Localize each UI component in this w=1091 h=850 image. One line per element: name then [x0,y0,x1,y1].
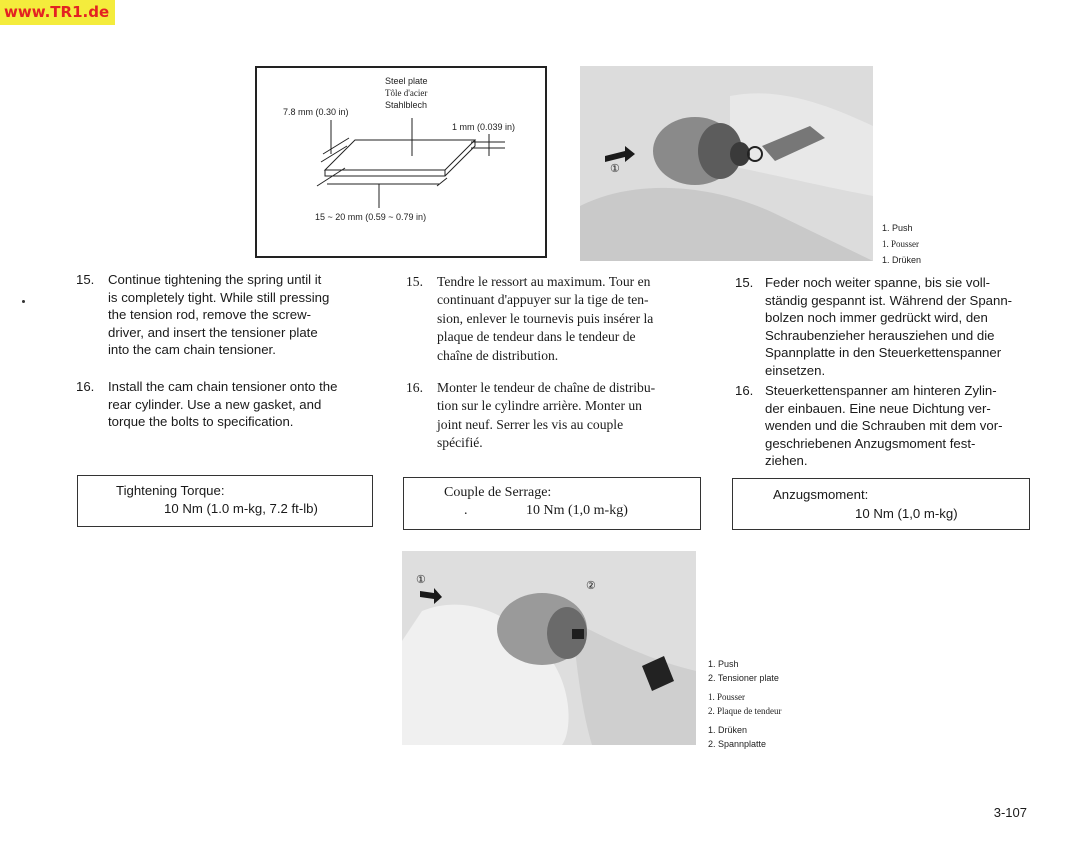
photo-insert-plate-drawing [402,551,696,745]
en-torque-value: 10 Nm (1.0 m-kg, 7.2 ft-lb) [164,501,318,516]
de-step-16-line: der einbauen. Eine neue Dichtung ver- [765,400,991,416]
fr-step-16-number: 16. [406,380,423,395]
photo1-caption-fr: 1. Pousser [882,239,920,249]
steel-plate-label-fr: Tôle d'acier [385,88,428,98]
fr-torque-box [403,477,701,530]
en-step-15-line: the tension rod, remove the screw- [108,307,312,323]
de-step-15-line: ständig gespannt ist. Während der Spann- [765,292,1013,308]
de-step-15-line: bolzen noch immer gedrückt wird, den [765,310,988,326]
fr-step-16-text [437,379,700,453]
de-step-16-line: ziehen. [765,453,808,469]
thickness-left-label: 7.8 mm (0.30 in) [283,107,349,117]
en-step-16-number: 16. [76,379,95,394]
fr-step-16-line: joint neuf. Serrer les vis au couple [437,416,624,432]
photo2-caption-fr-1: 1. Pousser [708,692,746,702]
de-step-15-text [765,274,1029,380]
de-step-15-number: 15. [735,275,754,290]
photo-push-tensioner-drawing [580,66,873,261]
photo1-marker-1: ① [610,163,620,175]
de-torque-value: 10 Nm (1,0 m-kg) [855,506,958,521]
photo1-caption-de: 1. Drüken [882,255,922,265]
thickness-right-label: 1 mm (0.039 in) [452,122,516,132]
fr-step-15-number: 15. [406,274,423,289]
en-step-15-line: is completely tight. While still pressing [108,289,330,305]
fr-torque-value: 10 Nm (1,0 m-kg) [526,503,628,518]
de-step-15-line: Spannplatte in den Steuerkettenspanner [765,345,1002,361]
en-step-15-text [108,271,373,359]
length-label: 15 ~ 20 mm (0.59 ~ 0.79 in) [315,212,427,222]
fr-step-15-line: plaque de tendeur dans le tendeur de [437,329,636,345]
photo2-caption-en-1: 1. Push [708,659,739,669]
plate-drawing [257,68,545,256]
steel-plate-label-en: Steel plate [385,76,428,86]
photo1-caption-en: 1. Push [882,223,913,233]
en-torque-label: Tightening Torque: [116,483,225,498]
fr-torque-label: Couple de Serrage: [444,485,552,500]
de-torque-box [732,478,1030,530]
en-step-15-line: driver, and insert the tensioner plate [108,324,318,340]
fr-step-15-line: Tendre le ressort au maximum. Tour en [437,274,651,289]
en-step-15-line: into the cam chain tensioner. [108,342,276,358]
photo1-captions [882,220,921,268]
de-step-15-line: Schraubenzieher herausziehen und die [765,327,995,343]
margin-dot [22,300,25,303]
fr-step-15-text [437,273,700,365]
photo2-marker-1: ① [416,574,426,586]
fr-torque-dot: . [464,503,468,518]
en-step-16-line: Install the cam chain tensioner onto the [108,379,338,394]
de-step-16-line: Steuerkettenspanner am hinteren Zylin- [765,383,997,398]
fr-step-15-line: chaîne de distribution. [437,347,559,363]
photo2-caption-de-2: 2. Spannplatte [708,739,767,749]
en-step-15-number: 15. [76,272,95,287]
fr-step-16-line: spécifié. [437,435,483,451]
en-step-15-line: Continue tightening the spring until it [108,272,322,287]
steel-plate-label-de: Stahlblech [385,100,428,110]
de-step-16-text [765,382,1029,470]
fr-step-15-line: continuant d'appuyer sur la tige de ten- [437,292,649,308]
fr-step-16-line: tion sur le cylindre arrière. Monter un [437,398,642,414]
de-step-15-line: Feder noch weiter spanne, bis sie voll- [765,275,991,290]
photo2-captions [708,657,781,751]
de-step-16-line: geschriebenen Anzugsmoment fest- [765,435,976,451]
en-step-16-line: torque the bolts to specification. [108,414,294,430]
photo-insert-plate [402,551,696,745]
de-torque-label: Anzugsmoment: [773,487,869,502]
en-step-16-text [108,378,373,431]
site-watermark: www.TR1.de [0,0,115,25]
page-number: 3-107 [993,805,1027,820]
en-torque-box [77,475,373,527]
fr-step-15-line: sion, enlever le tournevis puis insérer la [437,310,654,326]
fr-step-16-line: Monter le tendeur de chaîne de distribu- [437,380,656,395]
photo-push-tensioner [580,66,873,261]
photo2-caption-de-1: 1. Drüken [708,725,748,735]
de-step-16-line: wenden und die Schrauben mit dem vor- [765,418,1003,434]
photo2-marker-2: ② [586,580,596,592]
en-step-16-line: rear cylinder. Use a new gasket, and [108,396,322,412]
photo2-caption-fr-2: 2. Plaque de tendeur [708,706,782,716]
de-step-16-number: 16. [735,383,754,398]
de-step-15-line: einsetzen. [765,362,826,378]
steel-plate-diagram [255,66,547,258]
photo2-caption-en-2: 2. Tensioner plate [708,673,779,683]
